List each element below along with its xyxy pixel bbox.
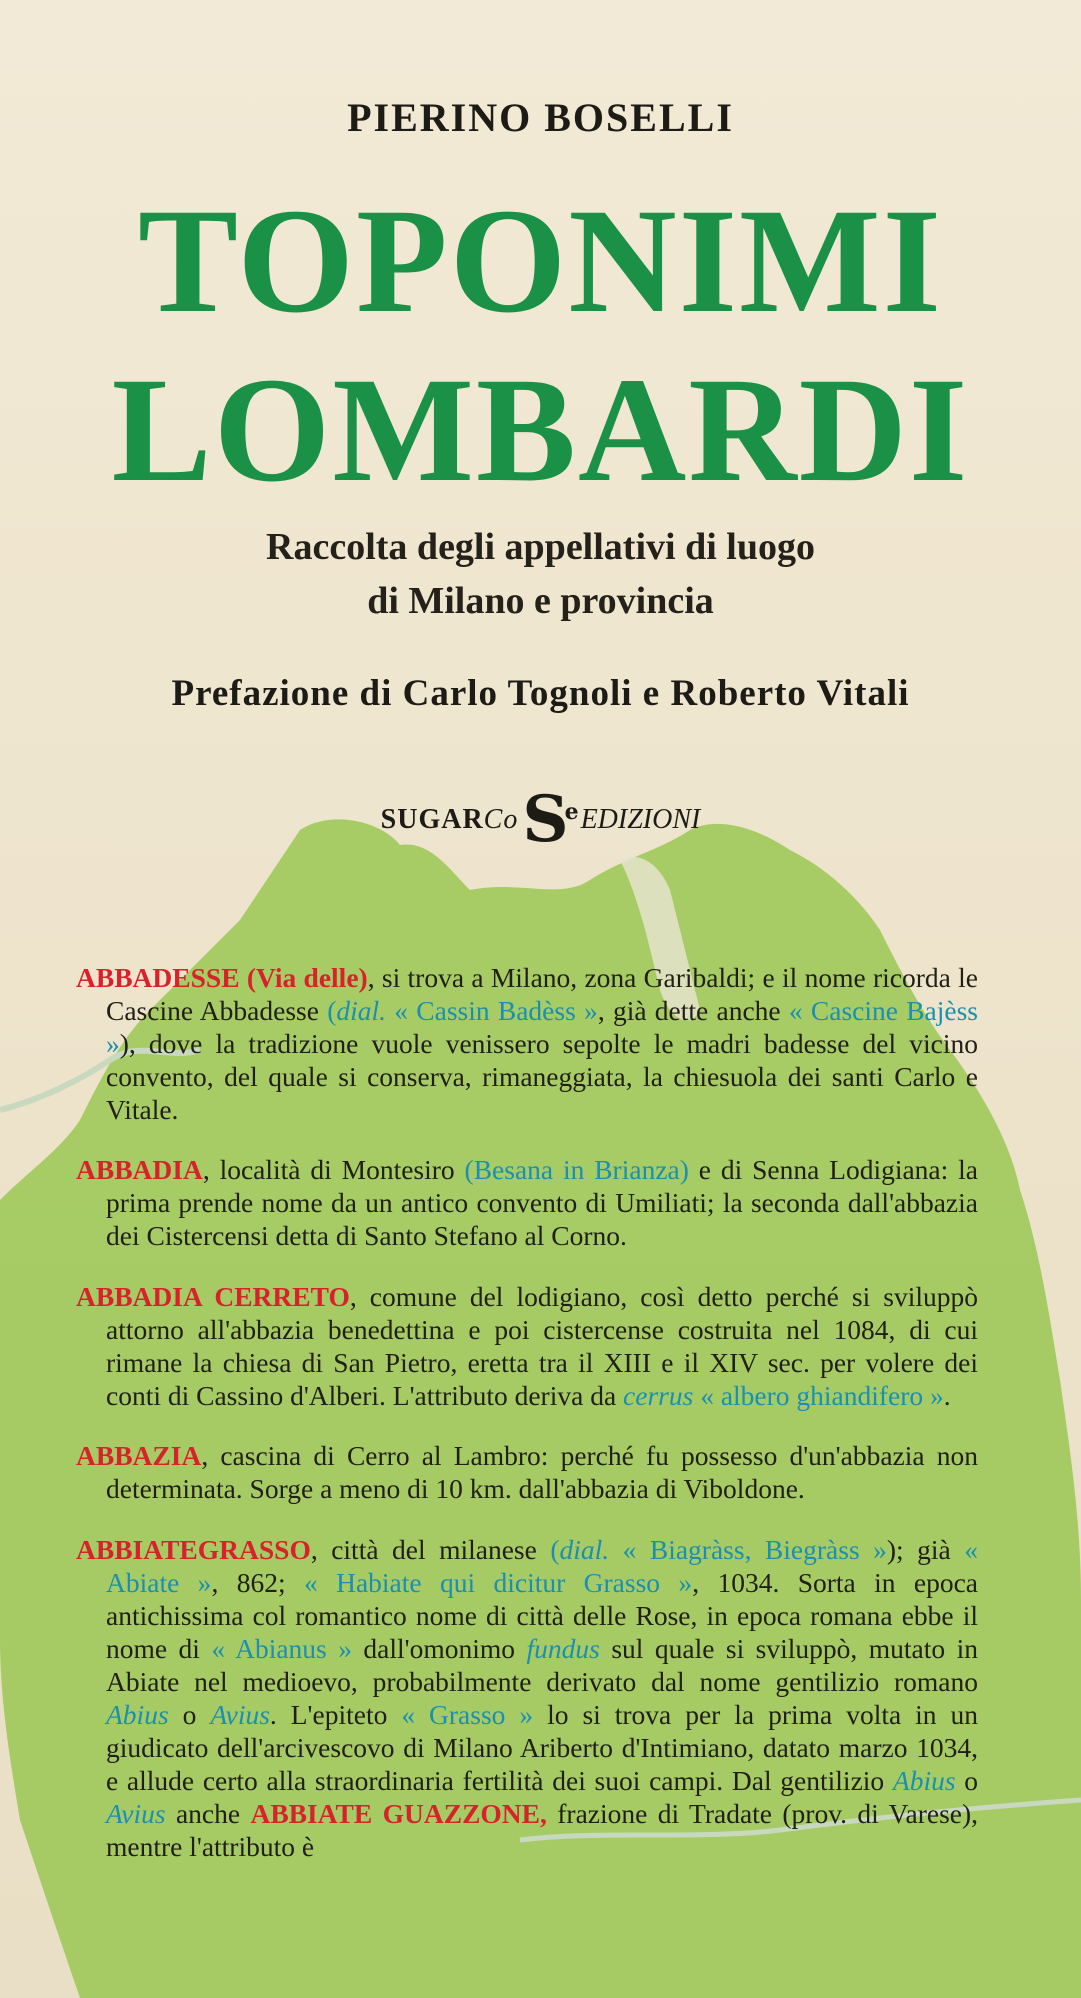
- entry-abbadesse: [76, 961, 978, 1126]
- entry-dialect-form: « Cassin Badèss »: [386, 994, 598, 1026]
- entry-text: o: [955, 1764, 978, 1796]
- entry-latin-term: Abius: [106, 1698, 169, 1730]
- entry-headword-inline: ABBIATE GUAZZONE,: [250, 1797, 547, 1829]
- entry-dialect: « Cascine Bajèss »: [106, 994, 979, 1059]
- entry-dialect-paren: (: [327, 994, 337, 1026]
- entry-text: , cascina di Cerro al Lambro: perché fu possesso d'un'abbazia non determinata. Sorge a meno di 10 km. dall'abbazia di Viboldone.: [106, 1440, 978, 1504]
- publisher-co-text: Co: [483, 804, 519, 835]
- book-title-line-2: LOMBARDI: [111, 347, 970, 513]
- entry-gloss: « albero ghiandifero »: [693, 1379, 944, 1411]
- publisher-sugar-text: SUGAR: [380, 804, 484, 835]
- book-subtitle-line-2: di Milano e provincia: [367, 580, 714, 622]
- publisher-s-mark-letter: S: [522, 782, 569, 857]
- entry-text: , comune del lodigiano, così detto perché si sviluppò attorno all'abbazia benedettina e poi cistercense costruita nel 1084, di cui rimane la chiesa di San Pietro, eretta tra il XIII e il XIV sec. per volere dei conti di Cassino d'Alberi. L'attributo deriva da: [106, 1280, 978, 1411]
- entry-text: dall'omonimo: [351, 1632, 527, 1664]
- entry-text: , 862;: [211, 1566, 304, 1598]
- entry-historic-form: « Abiate »: [106, 1533, 978, 1598]
- publisher-s-mark-sup: e: [564, 799, 579, 825]
- entry-latin-term: Avius: [210, 1698, 270, 1730]
- entry-abbadia: [76, 1153, 978, 1252]
- book-title-line-1: TOPONIMI: [138, 178, 943, 344]
- entry-text: .: [943, 1379, 951, 1411]
- entry-dialect: [550, 1534, 887, 1565]
- entry-dialect-paren: (: [550, 1533, 560, 1565]
- entry-text: e di Senna Lodigiana: la prima prende nome da un antico convento di Umiliati; la seconda dall'abbazia dei Cistercensi detta di Santo Stefano al Corno.: [106, 1154, 978, 1251]
- entry-headword: ABBAZIA: [76, 1440, 202, 1471]
- entry-text: , città del milanese: [310, 1533, 551, 1565]
- entry-text: sul quale si sviluppò, mutato in Abiate nel medioevo, probabilmente derivato dal nome gentilizio romano: [106, 1632, 978, 1697]
- entry-text: , 1034. Sorta in epoca antichissima col romantico nome di città delle Rose, in epoca romana ebbe il nome di: [106, 1566, 979, 1664]
- entry-headword: ABBIATEGRASSO: [76, 1533, 311, 1565]
- entry-latin-term: fundus: [526, 1632, 600, 1664]
- book-author: PIERINO BOSELLI: [347, 95, 734, 140]
- entry-text: lo si trova per la prima volta in un giudicato dell'arcivescovo di Milano Ariberto d'Intimiano, datato marzo 1034, e allude certo alla straordinaria fertilità dei suoi campi. Dal gentilizio: [106, 1698, 979, 1796]
- entry-historic-form: « Grasso »: [401, 1698, 534, 1730]
- publisher-logo: [0, 782, 1081, 857]
- entry-text: , già dette anche: [597, 994, 789, 1026]
- entry-historic-form: « Abianus »: [211, 1632, 352, 1664]
- dictionary-entries: [76, 933, 978, 1871]
- entry-dialect-label: dial.: [336, 994, 387, 1026]
- entry-place-note: (Besana in Brianza): [464, 1154, 689, 1185]
- entry-latin-term: cerrus: [623, 1379, 694, 1411]
- entry-headword: ABBADIA: [76, 1154, 203, 1185]
- entry-historic-form: « Habiate qui dicitur Grasso »: [303, 1566, 693, 1598]
- entry-text: ), dove la tradizione vuole venissero sepolte le madri badesse del vicino convento, del quale si conserva, rimaneggiata, la chiesuola dei santi Carlo e Vitale.: [106, 1027, 978, 1125]
- entry-text: . L'epiteto: [269, 1698, 402, 1730]
- entry-dialect-label: dial.: [559, 1533, 610, 1565]
- entry-text: , località di Montesiro: [202, 1154, 465, 1185]
- entry-abbiategrasso: [76, 1533, 978, 1863]
- book-preface-credit: Prefazione di Carlo Tognoli e Roberto Vitali: [171, 673, 910, 714]
- entry-dialect: [327, 995, 598, 1026]
- publisher-s-mark-icon: [522, 782, 579, 857]
- entry-text: anche: [165, 1797, 251, 1829]
- entry-text: ); già: [886, 1533, 965, 1565]
- book-subtitle-line-1: Raccolta degli appellativi di luogo: [266, 526, 815, 568]
- publisher-name-left: [381, 804, 519, 836]
- entry-headword: ABBADIA CERRETO: [76, 1280, 350, 1312]
- entry-text: o: [168, 1698, 211, 1730]
- entry-latin-term: Avius: [106, 1797, 166, 1829]
- entry-abbazia: [76, 1439, 978, 1505]
- entry-abbadia-cerreto: [76, 1280, 978, 1412]
- entry-dialect-form: « Biagràss, Biegràss »: [609, 1533, 887, 1565]
- entry-latin-term: Abius: [892, 1764, 956, 1796]
- entry-text: , si trova a Milano, zona Garibaldi; e il nome ricorda le Cascine Abbadesse: [106, 961, 978, 1026]
- entry-headword: ABBADESSE (Via delle): [76, 961, 368, 993]
- entry-text: frazione di Tradate (prov. di Varese), mentre l'attributo è: [106, 1797, 979, 1862]
- publisher-name-right: EDIZIONI: [580, 804, 701, 835]
